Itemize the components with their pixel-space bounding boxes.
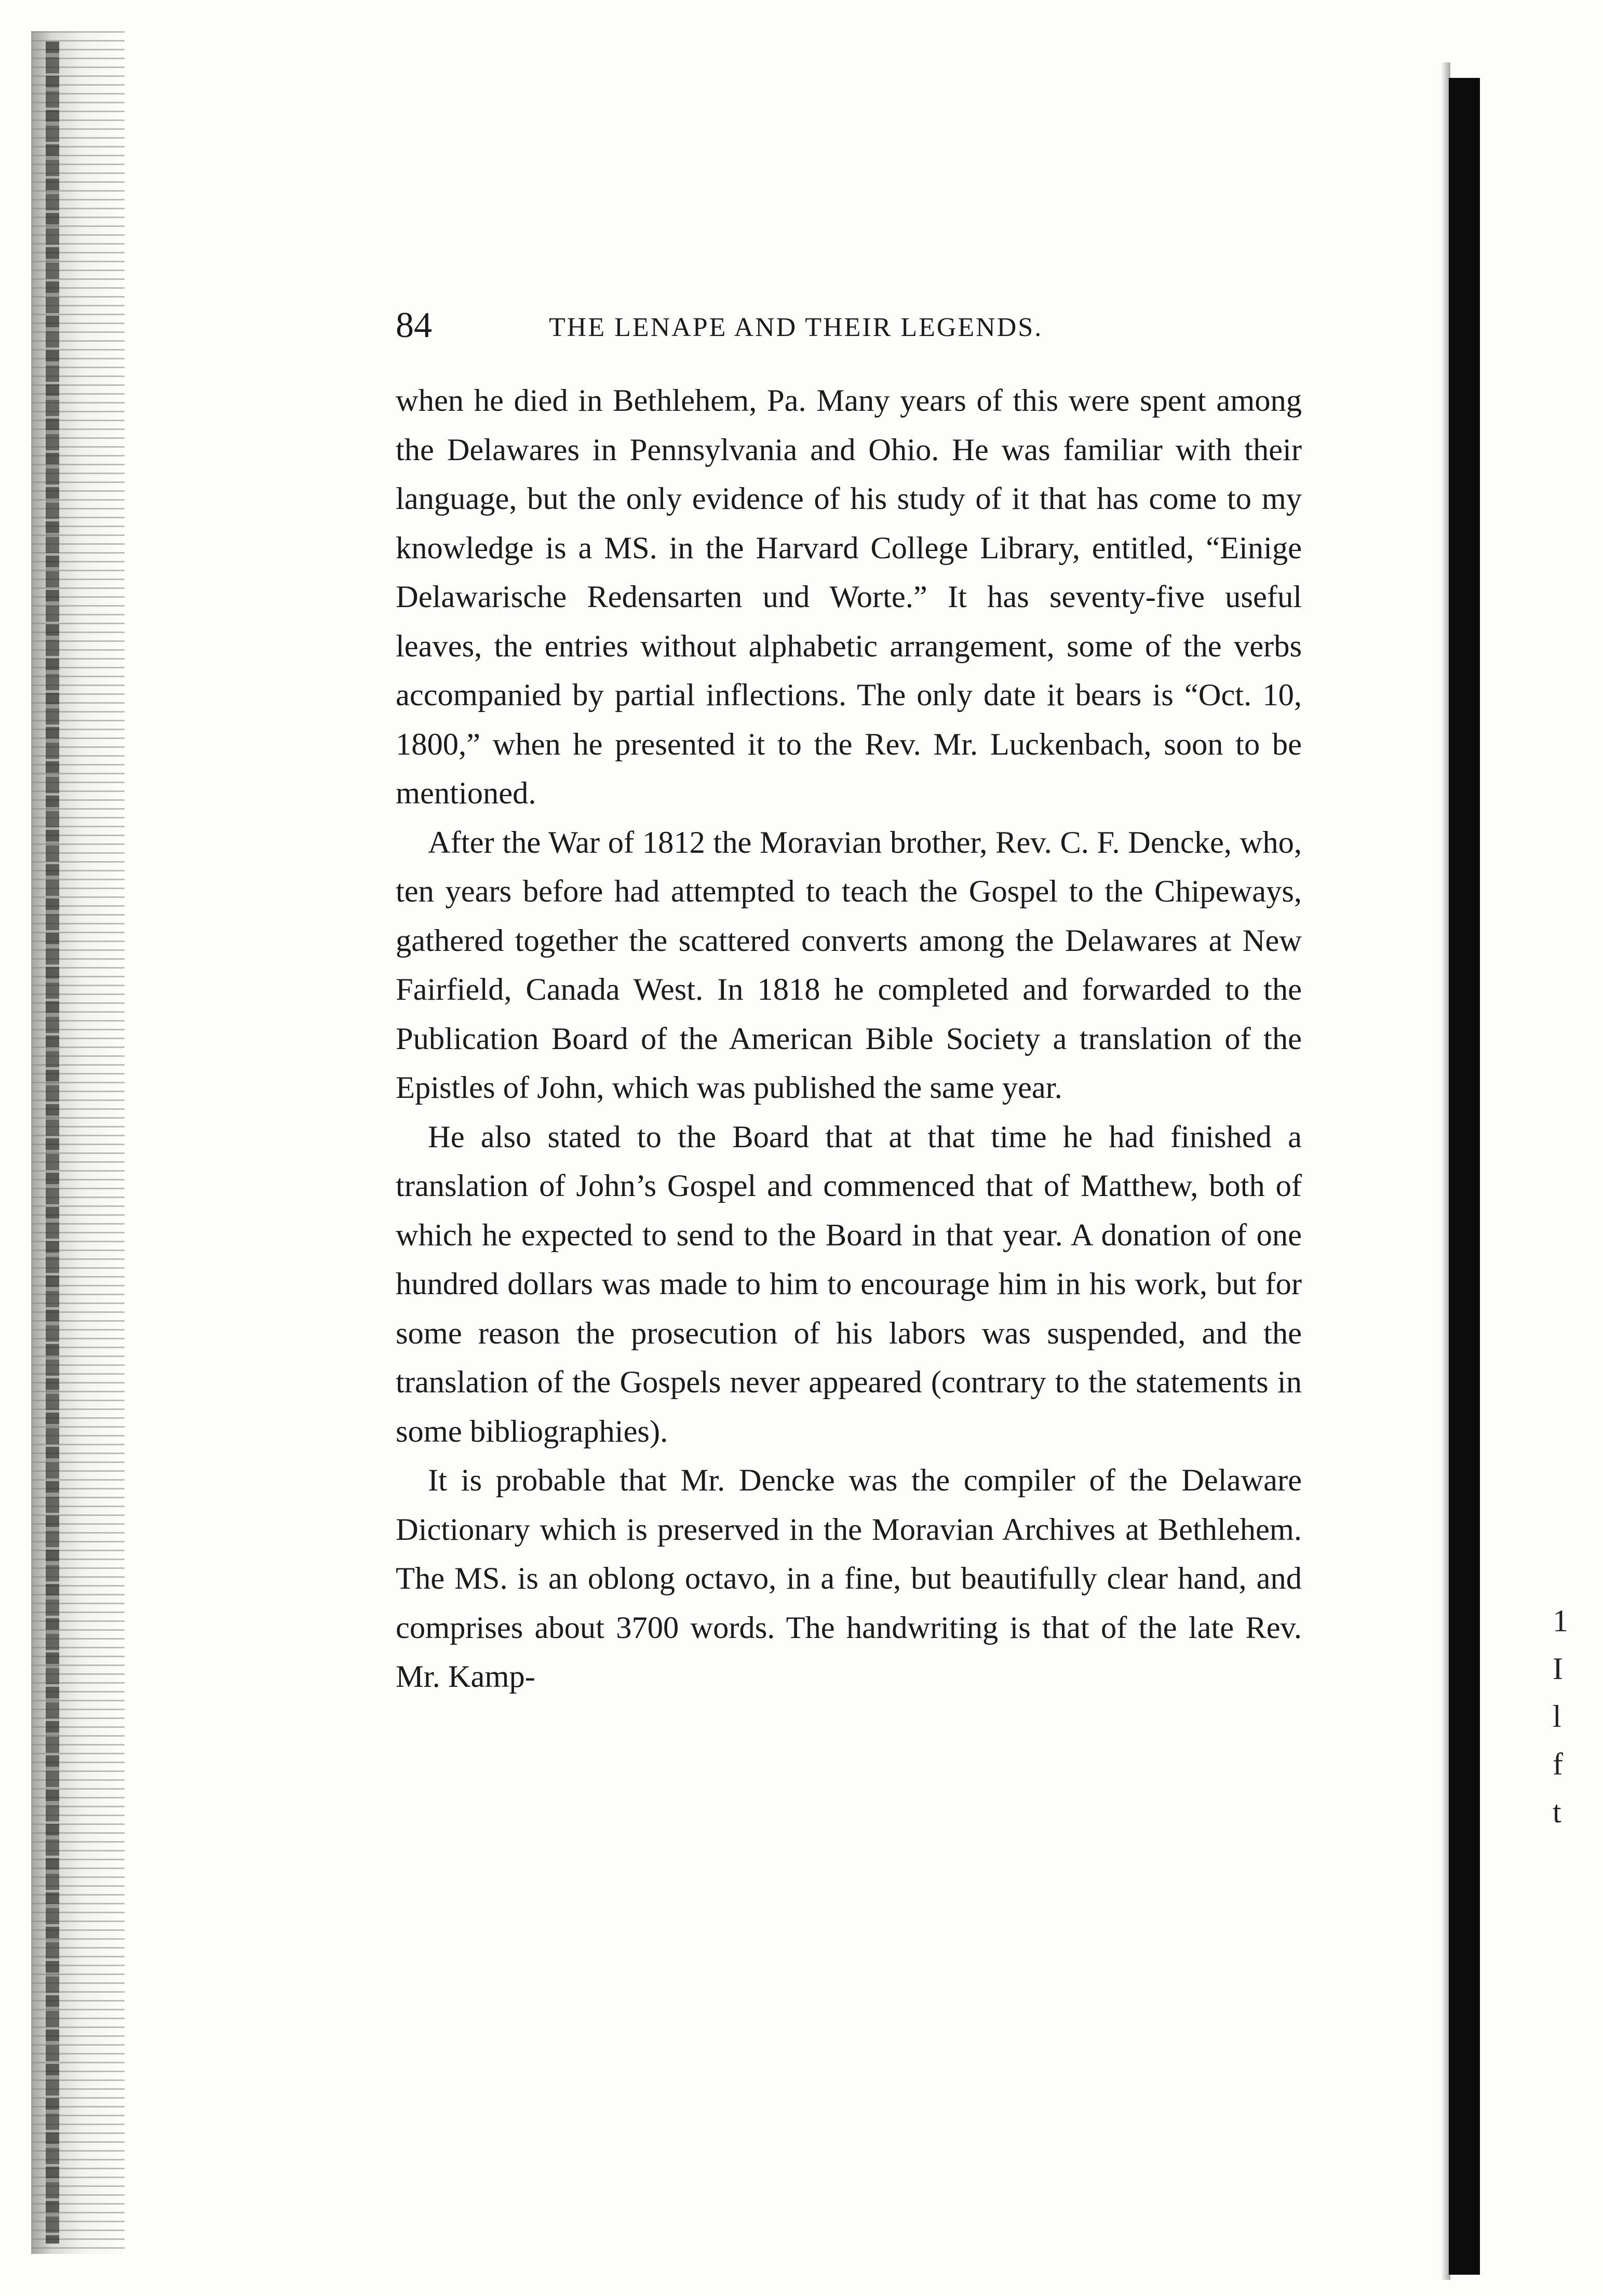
left-binding-shadow	[31, 31, 125, 2254]
paragraph-4: It is probable that Mr. Dencke was the compiler of the Delaware Dictionary which is preserved in the Moravian Archives at Bethlehem. The MS. is an oblong octavo, in a fine, but beautifully clear hand, and comprises about 3700 words. The handwriting is that of the late Rev. Mr. Kamp-	[396, 1463, 1302, 1694]
facing-letter: I	[1553, 1651, 1563, 1686]
paragraph-1: when he died in Bethlehem, Pa. Many years of this were spent among the Delawares in Pennsylvania and Ohio. He was familiar with their language, but the only evidence of his study of it that has come to my knowledge is a MS. in the Harvard College Library, entitled, “Einige Delawarische Redensarten und Worte.” It has seventy-five useful leaves, the entries without alphabetic arrangement, some of the verbs accompanied by partial inflections. The only date it bears is “Oct. 10, 1800,” when he presented it to the Rev. Mr. Luckenbach, soon to be mentioned.	[396, 383, 1302, 811]
facing-letter: f	[1553, 1747, 1563, 1781]
right-binding-bar	[1449, 78, 1480, 2275]
running-head	[396, 302, 1304, 349]
paragraph-2: After the War of 1812 the Moravian brother, Rev. C. F. Dencke, who, ten years before had attempted to teach the Gospel to the Chipeways, gathered together the scattered converts among the Delawares at New Fairfield, Canada West. In 1818 he completed and forwarded to the Publication Board of the American Bible Society a translation of the Epistles of John, which was published the same year.	[396, 825, 1302, 1105]
left-binding-edge	[46, 42, 59, 2244]
facing-letter: l	[1553, 1699, 1561, 1734]
facing-page-fragments	[1553, 1597, 1584, 1836]
facing-letter: t	[1553, 1795, 1561, 1829]
running-head-title: THE LENAPE AND THEIR LEGENDS.	[549, 313, 1043, 342]
body-text	[396, 377, 1302, 1702]
page-number: 84	[396, 305, 432, 345]
paragraph-3: He also stated to the Board that at that time he had finished a translation of John’s Gospel and commenced that of Matthew, both of which he expected to send to the Board in that year. A donation of one hundred dollars was made to him to encourage him in his work, but for some reason the prosecution of his labors was suspended, and the translation of the Gospels never appeared (contrary to the statements in some bibliographies).	[396, 1119, 1302, 1449]
facing-letter: 1	[1553, 1604, 1568, 1638]
